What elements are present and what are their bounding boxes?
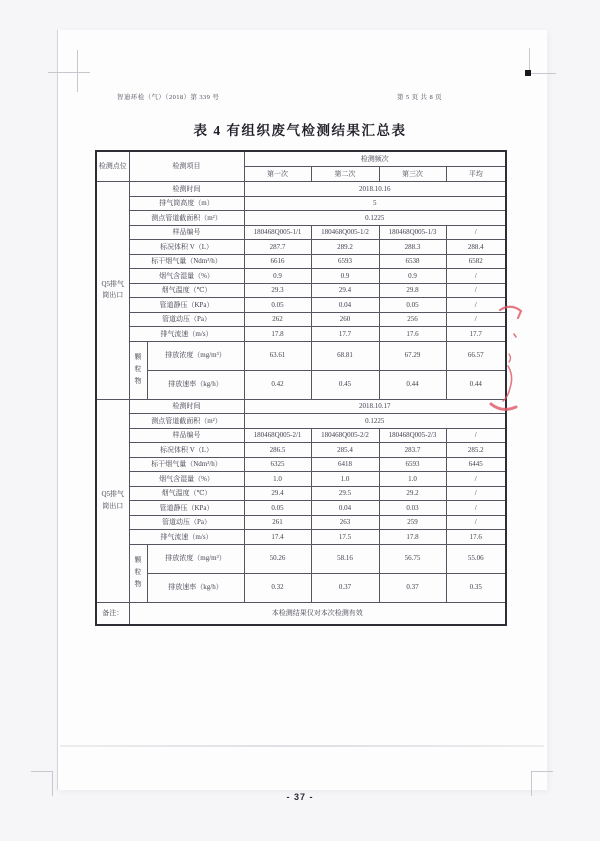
table-row [96, 211, 506, 226]
cell-value: 29.2 [379, 486, 446, 501]
crop-mark-top-right-icon [529, 73, 556, 74]
cell-value: 0.04 [311, 501, 379, 516]
cell-value: 261 [244, 515, 311, 530]
cell-value: 180468Q005-2/2 [311, 428, 379, 443]
row-label: 样品编号 [129, 428, 244, 443]
row-label: 管道静压（KPa） [129, 501, 244, 516]
cell-value: 6593 [311, 254, 379, 269]
table-row [96, 573, 506, 602]
sampling-point-label: Q5排气筒出口 [96, 182, 129, 400]
table-row [96, 283, 506, 298]
table-row [96, 428, 506, 443]
cell-value: 56.75 [379, 544, 446, 573]
crop-mark-top-left-icon [77, 50, 78, 92]
cell-value: / [446, 501, 506, 516]
cell-value: 256 [379, 312, 446, 327]
cell-value: 6418 [311, 457, 379, 472]
cell-value: 0.9 [311, 269, 379, 284]
cell-value: 286.5 [244, 443, 311, 458]
cell-value: 285.4 [311, 443, 379, 458]
row-label: 排放浓度（mg/m³） [147, 341, 244, 370]
table-row [96, 399, 506, 414]
cell-value: 1.0 [244, 472, 311, 487]
table-row [96, 327, 506, 342]
cell-value: 260 [311, 312, 379, 327]
table-row [96, 269, 506, 284]
cell-value: / [446, 283, 506, 298]
col-header-avg: 平均 [446, 167, 506, 182]
sampling-point-label: Q5排气筒出口 [96, 399, 129, 602]
row-label: 管道动压（Pa） [129, 515, 244, 530]
cell-value: 0.37 [379, 573, 446, 602]
handwritten-red-mark-icon [487, 296, 535, 418]
cell-value: 262 [244, 312, 311, 327]
row-label: 标况体积 V（L） [129, 240, 244, 255]
row-label: 管道动压（Pa） [129, 312, 244, 327]
cell-value: 6445 [446, 457, 506, 472]
cell-value: 58.16 [311, 544, 379, 573]
cell-value: 0.9 [244, 269, 311, 284]
crop-mark-top-left-icon [48, 72, 90, 73]
cell-value: 289.2 [311, 240, 379, 255]
table-row [96, 515, 506, 530]
cell-value: 6538 [379, 254, 446, 269]
cell-value: 0.05 [379, 298, 446, 313]
cell-value: / [446, 298, 506, 313]
table-row [96, 341, 506, 370]
row-label: 检测时间 [129, 182, 244, 197]
row-value: 2018.10.16 [244, 182, 506, 197]
cell-value: 68.81 [311, 341, 379, 370]
cell-value: 6582 [446, 254, 506, 269]
report-number: 智迪环检（气）（2018）第 339 号 [117, 94, 220, 101]
row-label: 排气筒高度（m） [129, 196, 244, 211]
cell-value: / [446, 269, 506, 284]
table-header-row [96, 151, 506, 167]
row-label: 测点管道截面积（m²） [129, 211, 244, 226]
cell-value: 0.04 [311, 298, 379, 313]
table-row [96, 312, 506, 327]
pollutant-group-label: 颗粒物 [129, 544, 147, 602]
row-label: 管道静压（KPa） [129, 298, 244, 313]
cell-value: 17.4 [244, 530, 311, 545]
footer-page-number: - 37 - [286, 792, 314, 802]
cell-value: 263 [311, 515, 379, 530]
col-header-frequency: 检测频次 [244, 151, 506, 167]
row-label: 排放浓度（mg/m³） [147, 544, 244, 573]
cell-value: 0.03 [379, 501, 446, 516]
row-label: 烟气温度（℃） [129, 486, 244, 501]
table-row [96, 240, 506, 255]
cell-value: 0.42 [244, 370, 311, 399]
cell-value: 0.05 [244, 501, 311, 516]
table-row [96, 225, 506, 240]
cell-value: / [446, 428, 506, 443]
cell-value: 180468Q005-1/2 [311, 225, 379, 240]
cell-value: 17.7 [311, 327, 379, 342]
table-row [96, 196, 506, 211]
row-label: 排气流速（m/s） [129, 327, 244, 342]
row-label: 标况体积 V（L） [129, 443, 244, 458]
cell-value: 17.6 [379, 327, 446, 342]
row-label: 排气流速（m/s） [129, 530, 244, 545]
cell-value: 0.44 [446, 370, 506, 399]
row-label: 标干烟气量（Ndm³/h） [129, 254, 244, 269]
cell-value: 0.32 [244, 573, 311, 602]
table-row [96, 530, 506, 545]
cell-value: 17.8 [244, 327, 311, 342]
page-indicator: 第 5 页 共 8 页 [397, 94, 443, 101]
cell-value: 50.26 [244, 544, 311, 573]
cell-value: 0.45 [311, 370, 379, 399]
page-title: 表 4 有组织废气检测结果汇总表 [193, 123, 407, 138]
row-value: 0.1225 [244, 211, 506, 226]
cell-value: 0.35 [446, 573, 506, 602]
row-label: 测点管道截面积（m²） [129, 414, 244, 429]
cell-value: 1.0 [311, 472, 379, 487]
cell-value: 66.57 [446, 341, 506, 370]
cell-value: 6593 [379, 457, 446, 472]
page-bottom-shadow [60, 745, 544, 747]
cell-value: 283.7 [379, 443, 446, 458]
cell-value: 287.7 [244, 240, 311, 255]
note-row [96, 602, 506, 625]
cell-value: 288.4 [446, 240, 506, 255]
cell-value: 180468Q005-1/1 [244, 225, 311, 240]
table-row [96, 457, 506, 472]
cell-value: 259 [379, 515, 446, 530]
row-label: 烟气温度（℃） [129, 283, 244, 298]
col-header-run2: 第二次 [311, 167, 379, 182]
table-row [96, 414, 506, 429]
row-label: 样品编号 [129, 225, 244, 240]
col-header-point: 检测点位 [96, 151, 129, 182]
table-row [96, 501, 506, 516]
cell-value: 17.7 [446, 327, 506, 342]
crop-mark-bottom-left-icon [31, 771, 53, 772]
cell-value: 29.4 [311, 283, 379, 298]
table-row [96, 486, 506, 501]
table-row [96, 298, 506, 313]
cell-value: 63.61 [244, 341, 311, 370]
cell-value: 29.4 [244, 486, 311, 501]
row-label: 标干烟气量（Ndm³/h） [129, 457, 244, 472]
row-value: 2018.10.17 [244, 399, 506, 414]
cell-value: 17.6 [446, 530, 506, 545]
row-label: 烟气含湿量（%） [129, 472, 244, 487]
table-row [96, 370, 506, 399]
cell-value: 6325 [244, 457, 311, 472]
note-text: 本检测结果仅对本次检测有效 [129, 602, 506, 625]
cell-value: 29.8 [379, 283, 446, 298]
row-label: 检测时间 [129, 399, 244, 414]
table-row [96, 472, 506, 487]
cell-value: 6616 [244, 254, 311, 269]
cell-value: 1.0 [379, 472, 446, 487]
cell-value: / [446, 225, 506, 240]
table-row [96, 544, 506, 573]
col-header-run1: 第一次 [244, 167, 311, 182]
cell-value: 29.5 [311, 486, 379, 501]
table-row [96, 182, 506, 197]
cell-value: 29.3 [244, 283, 311, 298]
table-row [96, 254, 506, 269]
cell-value: 285.2 [446, 443, 506, 458]
cell-value: / [446, 312, 506, 327]
cell-value: / [446, 515, 506, 530]
cell-value: / [446, 472, 506, 487]
row-value: 0.1225 [244, 414, 506, 429]
cell-value: / [446, 486, 506, 501]
pollutant-group-label: 颗粒物 [129, 341, 147, 399]
cell-value: 0.44 [379, 370, 446, 399]
cell-value: 180468Q005-2/1 [244, 428, 311, 443]
row-label: 烟气含湿量（%） [129, 269, 244, 284]
cell-value: 55.06 [446, 544, 506, 573]
cell-value: 180468Q005-1/3 [379, 225, 446, 240]
results-table [95, 150, 507, 626]
col-header-item: 检测项目 [129, 151, 244, 182]
row-value: 5 [244, 196, 506, 211]
cell-value: 288.3 [379, 240, 446, 255]
cell-value: 17.8 [379, 530, 446, 545]
cell-value: 0.9 [379, 269, 446, 284]
row-label: 排放速率（kg/h） [147, 370, 244, 399]
cell-value: 180468Q005-2/3 [379, 428, 446, 443]
row-label: 排放速率（kg/h） [147, 573, 244, 602]
col-header-run3: 第三次 [379, 167, 446, 182]
cell-value: 17.5 [311, 530, 379, 545]
table-row [96, 443, 506, 458]
cell-value: 0.05 [244, 298, 311, 313]
note-label: 备注： [96, 602, 129, 625]
crop-mark-bottom-right-icon [531, 771, 553, 772]
cell-value: 67.29 [379, 341, 446, 370]
crop-mark-black-dot-icon [525, 70, 531, 76]
cell-value: 0.37 [311, 573, 379, 602]
